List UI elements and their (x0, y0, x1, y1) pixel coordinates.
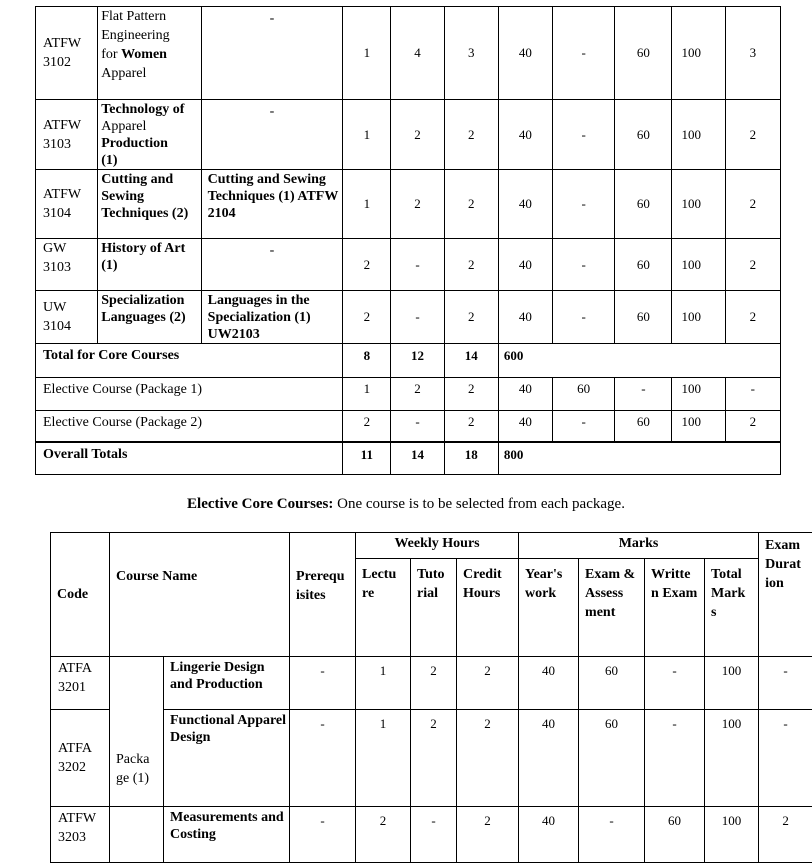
years-work: 40 (498, 239, 552, 291)
written-exam: - (615, 378, 672, 411)
header-credit-hours: Credit Hours (457, 559, 519, 657)
course-name: Lingerie Design and Production (164, 657, 290, 710)
table-row (51, 710, 812, 807)
lecture-hours: 2 (343, 291, 391, 344)
years-work: 40 (519, 657, 579, 710)
total-marks: 100 (672, 239, 725, 291)
assessment: - (553, 411, 615, 442)
tutorial-hours: 2 (391, 170, 444, 239)
total-lecture: 8 (343, 344, 391, 378)
exam-duration: 2 (725, 170, 780, 239)
course-name: Measurements and Costing (164, 807, 290, 863)
tutorial-hours: 2 (411, 710, 457, 807)
assessment: 60 (579, 710, 645, 807)
total-row (36, 344, 781, 378)
header-tutorial: Tuto rial (411, 559, 457, 657)
exam-duration: - (759, 710, 812, 807)
credit-hours: 2 (457, 807, 519, 863)
exam-duration: 3 (725, 7, 780, 100)
exam-duration: 2 (725, 100, 780, 170)
assessment: - (553, 291, 615, 344)
overall-lecture: 11 (343, 443, 391, 475)
total-core-label: Total for Core Courses (36, 344, 343, 378)
elective-row (36, 411, 781, 442)
exam-duration: 2 (759, 807, 812, 863)
prerequisite: Cutting and Sewing Techniques (1) ATFW 2104 (201, 170, 343, 239)
written-exam: 60 (615, 411, 672, 442)
years-work: 40 (498, 411, 552, 442)
total-marks: 100 (672, 170, 725, 239)
credit-hours: 2 (444, 291, 498, 344)
years-work: 40 (498, 378, 552, 411)
written-exam: 60 (615, 100, 672, 170)
tutorial-hours: - (391, 239, 444, 291)
prerequisite: - (201, 7, 343, 100)
assessment: - (579, 807, 645, 863)
header-code: Code (51, 533, 110, 657)
assessment: - (553, 170, 615, 239)
credit-hours: 2 (457, 657, 519, 710)
exam-duration: - (725, 378, 780, 411)
lecture-hours: 1 (343, 100, 391, 170)
course-code: GW 3103 (36, 239, 98, 291)
table-row (36, 100, 781, 170)
course-code: ATFW 3104 (36, 170, 98, 239)
lecture-hours: 1 (343, 7, 391, 100)
prerequisite: - (290, 657, 356, 710)
written-exam: 60 (615, 291, 672, 344)
core-courses-table (35, 6, 781, 475)
total-marks: 100 (672, 411, 725, 442)
total-marks: 100 (672, 378, 725, 411)
course-name: History of Art (1) (98, 239, 201, 291)
lecture-hours: 1 (356, 710, 411, 807)
course-name: Technology of Apparel Production (1) (98, 100, 201, 170)
credit-hours: 3 (444, 7, 498, 100)
course-code: ATFW 3103 (36, 100, 98, 170)
lecture-hours: 2 (343, 239, 391, 291)
course-name: Flat Pattern Engineering for Women Apparel (98, 7, 201, 100)
tutorial-hours: - (391, 411, 444, 442)
tutorial-hours: 2 (391, 378, 444, 411)
course-code: ATFW 3102 (36, 7, 98, 100)
written-exam: 60 (645, 807, 705, 863)
total-marks: 100 (705, 807, 759, 863)
header-years-work: Year's work (519, 559, 579, 657)
exam-duration: 2 (725, 291, 780, 344)
tutorial-hours: 2 (411, 657, 457, 710)
course-name: Specialization Languages (2) (98, 291, 201, 344)
written-exam: - (645, 710, 705, 807)
tutorial-hours: - (391, 291, 444, 344)
overall-totals-row (36, 443, 781, 475)
elective-label: Elective Course (Package 1) (36, 378, 343, 411)
assessment: 60 (579, 657, 645, 710)
table-row (36, 239, 781, 291)
credit-hours: 2 (444, 411, 498, 442)
assessment: - (553, 7, 615, 100)
course-code: ATFW 3203 (51, 807, 110, 863)
years-work: 40 (498, 7, 552, 100)
prerequisite: - (201, 100, 343, 170)
total-tutorial: 12 (391, 344, 444, 378)
header-weekly-hours: Weekly Hours (356, 533, 519, 559)
prerequisite: - (290, 710, 356, 807)
header-assessment: Exam & Assess ment (579, 559, 645, 657)
lecture-hours: 2 (343, 411, 391, 442)
credit-hours: 2 (444, 170, 498, 239)
exam-duration: 2 (725, 239, 780, 291)
header-row (51, 533, 812, 559)
table-row (36, 170, 781, 239)
header-exam-duration: Exam Durat ion (759, 533, 812, 657)
total-marks: 100 (705, 710, 759, 807)
credit-hours: 2 (457, 710, 519, 807)
credit-hours: 2 (444, 100, 498, 170)
elective-courses-table (50, 532, 812, 863)
total-marks: 100 (672, 100, 725, 170)
total-credit: 14 (444, 344, 498, 378)
header-course-name: Course Name (110, 533, 290, 657)
course-code: UW 3104 (36, 291, 98, 344)
overall-tutorial: 14 (391, 443, 444, 475)
written-exam: 60 (615, 170, 672, 239)
overall-label: Overall Totals (36, 443, 343, 475)
credit-hours: 2 (444, 239, 498, 291)
total-marks: 100 (705, 657, 759, 710)
elective-row (36, 378, 781, 411)
package-blank (110, 807, 164, 863)
package-label: Packa ge (1) (110, 657, 164, 807)
course-code: ATFA 3202 (51, 710, 110, 807)
lecture-hours: 1 (356, 657, 411, 710)
assessment: 60 (553, 378, 615, 411)
assessment: - (553, 239, 615, 291)
prerequisite: - (290, 807, 356, 863)
lecture-hours: 1 (343, 378, 391, 411)
years-work: 40 (519, 710, 579, 807)
prerequisite: - (201, 239, 343, 291)
prerequisite: Languages in the Specialization (1) UW2103 (201, 291, 343, 344)
written-exam: 60 (615, 7, 672, 100)
assessment: - (553, 100, 615, 170)
overall-credit: 18 (444, 443, 498, 475)
table-row (36, 291, 781, 344)
overall-marks: 800 (498, 443, 780, 475)
tutorial-hours: 2 (391, 100, 444, 170)
written-exam: - (645, 657, 705, 710)
table-row (51, 657, 812, 710)
table-row (36, 7, 781, 100)
total-marks: 100 (672, 7, 725, 100)
course-name: Cutting and Sewing Techniques (2) (98, 170, 201, 239)
written-exam: 60 (615, 239, 672, 291)
course-name: Functional Apparel Design (164, 710, 290, 807)
total-marks: 600 (498, 344, 780, 378)
course-code: ATFA 3201 (51, 657, 110, 710)
header-marks: Marks (519, 533, 759, 559)
table-row (51, 807, 812, 863)
header-prerequisites: Prerequ isites (290, 533, 356, 657)
exam-duration: 2 (725, 411, 780, 442)
credit-hours: 2 (444, 378, 498, 411)
elective-caption: Elective Core Courses: One course is to be selected from each package. (187, 496, 625, 512)
lecture-hours: 1 (343, 170, 391, 239)
total-marks: 100 (672, 291, 725, 344)
years-work: 40 (519, 807, 579, 863)
tutorial-hours: - (411, 807, 457, 863)
header-total-marks: Total Mark s (705, 559, 759, 657)
years-work: 40 (498, 291, 552, 344)
lecture-hours: 2 (356, 807, 411, 863)
header-lecture: Lectu re (356, 559, 411, 657)
header-written-exam: Writte n Exam (645, 559, 705, 657)
exam-duration: - (759, 657, 812, 710)
tutorial-hours: 4 (391, 7, 444, 100)
years-work: 40 (498, 170, 552, 239)
years-work: 40 (498, 100, 552, 170)
elective-label: Elective Course (Package 2) (36, 411, 343, 442)
